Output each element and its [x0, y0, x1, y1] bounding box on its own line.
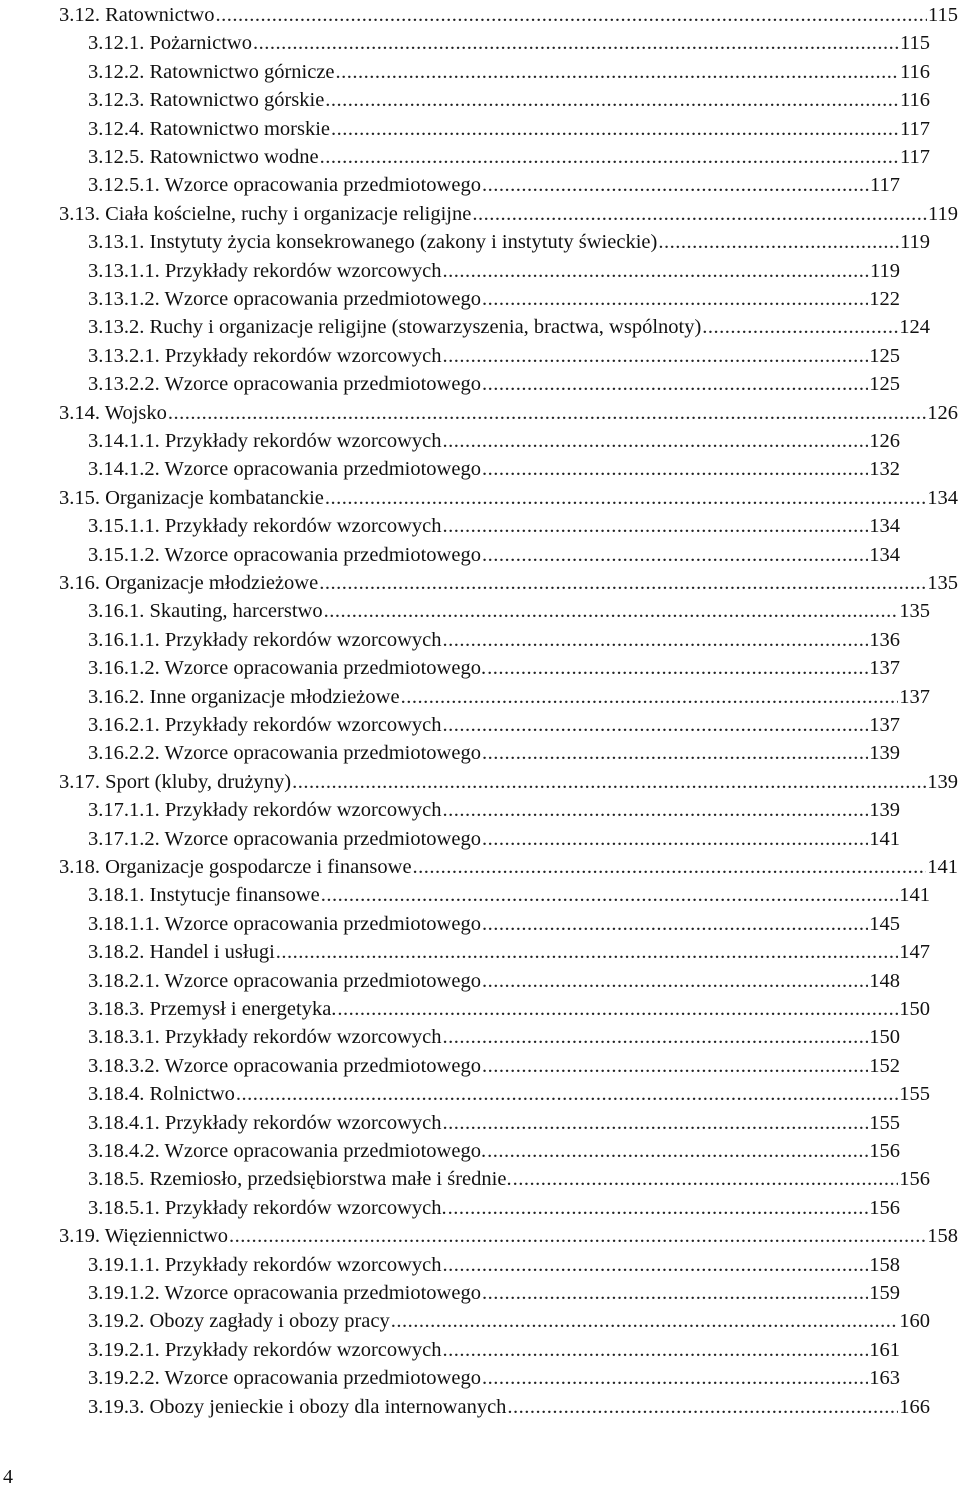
toc-entry-page: 124 — [899, 316, 930, 339]
toc-entry-label: 3.15. Organizacje kombatanckie — [59, 486, 324, 509]
toc-entry[interactable] — [59, 484, 958, 512]
toc-entry[interactable] — [88, 796, 900, 824]
toc-leader-dots — [331, 115, 899, 143]
toc-entry-page: 119 — [870, 259, 900, 282]
toc-entry[interactable] — [88, 115, 930, 143]
toc-entry[interactable] — [88, 58, 930, 86]
toc-entry[interactable] — [88, 370, 900, 398]
toc-entry-page: 156 — [899, 1168, 930, 1191]
toc-leader-dots — [168, 399, 926, 427]
toc-entry-page: 137 — [869, 657, 900, 680]
toc-leader-dots — [443, 796, 869, 824]
toc-entry-page: 148 — [869, 969, 900, 992]
toc-entry-label: 3.16.1. Skauting, harcerstwo — [88, 600, 323, 623]
toc-entry-label: 3.13.2.2. Wzorce opracowania przedmiotowego — [88, 373, 481, 396]
toc-leader-dots — [253, 29, 899, 57]
toc-entry-label: 3.17. Sport (kluby, drużyny) — [59, 770, 292, 793]
toc-leader-dots — [236, 1080, 898, 1108]
toc-entry[interactable] — [88, 313, 930, 341]
toc-entry-page: 134 — [869, 543, 900, 566]
toc-entry-page: 115 — [900, 32, 930, 55]
toc-entry-label: 3.16.1.1. Przykłady rekordów wzorcowych — [88, 628, 442, 651]
toc-entry-label: 3.18.1. Instytucje finansowe — [88, 884, 320, 907]
toc-entry-page: 141 — [927, 856, 958, 878]
toc-leader-dots — [443, 1023, 869, 1051]
toc-leader-dots — [319, 569, 926, 597]
toc-leader-dots — [507, 1393, 898, 1421]
toc-leader-dots — [482, 739, 868, 767]
toc-entry-label: 3.18.5.1. Przykłady rekordów wzorcowych. — [88, 1196, 447, 1219]
toc-entry[interactable] — [88, 1109, 900, 1137]
toc-leader-dots — [482, 910, 868, 938]
toc-entry-label: 3.16.2.2. Wzorce opracowania przedmiotowego — [88, 742, 481, 765]
toc-leader-dots — [401, 683, 899, 711]
toc-entry-label: 3.18.3.2. Wzorce opracowania przedmiotowego — [88, 1054, 481, 1077]
toc-entry-label: 3.13.2. Ruchy i organizacje religijne (stowarzyszenia, bractwa, wspólnoty) — [88, 316, 702, 339]
toc-entry-label: 3.13. Ciała kościelne, ruchy i organizacje religijne — [59, 202, 472, 225]
toc-entry[interactable] — [88, 285, 900, 313]
toc-entry-page: 136 — [869, 628, 900, 651]
toc-entry[interactable] — [88, 1137, 900, 1165]
toc-leader-dots — [482, 370, 868, 398]
toc-entry-page: 132 — [869, 458, 900, 481]
toc-entry[interactable] — [88, 427, 900, 455]
toc-leader-dots — [325, 484, 926, 512]
toc-entry[interactable] — [59, 853, 958, 881]
toc-entry[interactable] — [59, 768, 958, 796]
toc-entry[interactable] — [59, 1222, 958, 1250]
toc-entry-label: 3.17.1.2. Wzorce opracowania przedmiotowego — [88, 827, 481, 850]
toc-entry-page: 125 — [869, 373, 900, 396]
toc-entry[interactable] — [88, 1279, 900, 1307]
toc-leader-dots — [482, 967, 868, 995]
toc-leader-dots — [472, 200, 927, 228]
toc-leader-dots — [482, 455, 868, 483]
toc-leader-dots — [229, 1222, 926, 1250]
toc-leader-dots — [487, 654, 868, 682]
toc-entry-page: 160 — [899, 1310, 930, 1333]
toc-entry-page: 115 — [928, 4, 958, 26]
toc-leader-dots — [482, 285, 868, 313]
toc-leader-dots — [482, 825, 868, 853]
toc-entry[interactable] — [88, 825, 900, 853]
toc-leader-dots — [513, 1165, 899, 1193]
toc-entry-page: 117 — [900, 117, 930, 140]
toc-leader-dots — [320, 143, 899, 171]
toc-leader-dots — [658, 228, 899, 256]
toc-entry-page: 150 — [869, 1026, 900, 1049]
toc-entry[interactable] — [88, 541, 900, 569]
toc-entry-label: 3.19.1.1. Przykłady rekordów wzorcowych — [88, 1253, 442, 1276]
toc-entry[interactable] — [88, 626, 900, 654]
toc-entry-label: 3.14.1.2. Wzorce opracowania przedmiotowego — [88, 458, 481, 481]
page-number: 4 — [3, 1466, 13, 1488]
toc-entry-page: 116 — [900, 89, 930, 112]
toc-entry[interactable] — [88, 1165, 930, 1193]
toc-entry-label: 3.19.3. Obozy jenieckie i obozy dla internowanych — [88, 1395, 507, 1418]
toc-entry-label: 3.19.2.1. Przykłady rekordów wzorcowych — [88, 1338, 442, 1361]
toc-entry-page: 135 — [899, 600, 930, 623]
toc-entry[interactable] — [88, 1336, 900, 1364]
toc-leader-dots — [443, 1336, 869, 1364]
toc-entry-label: 3.18.3.1. Przykłady rekordów wzorcowych — [88, 1026, 442, 1049]
toc-entry[interactable] — [88, 1194, 900, 1222]
toc-entry-label: 3.18. Organizacje gospodarcze i finansowe — [59, 856, 412, 878]
toc-leader-dots — [482, 1052, 868, 1080]
toc-leader-dots — [391, 1307, 899, 1335]
toc-leader-dots — [482, 171, 869, 199]
toc-entry[interactable] — [88, 342, 900, 370]
toc-entry-page: 147 — [899, 941, 930, 964]
toc-entry[interactable] — [88, 910, 900, 938]
toc-entry-page: 119 — [928, 202, 958, 225]
toc-leader-dots — [448, 1194, 869, 1222]
toc-entry-label: 3.14.1.1. Przykłady rekordów wzorcowych — [88, 430, 442, 452]
toc-entry-page: 125 — [869, 344, 900, 367]
toc-entry[interactable] — [88, 1307, 930, 1335]
toc-entry-label: 3.16.2. Inne organizacje młodzieżowe — [88, 685, 400, 708]
toc-entry-label: 3.15.1.2. Wzorce opracowania przedmiotowego — [88, 543, 481, 566]
toc-entry-page: 137 — [899, 685, 930, 708]
toc-leader-dots — [702, 313, 898, 341]
toc-entry-page: 134 — [869, 515, 900, 538]
toc-entry-page: 117 — [870, 174, 900, 197]
toc-entry-label: 3.18.3. Przemysł i energetyka. — [88, 998, 337, 1020]
toc-entry-label: 3.12.3. Ratownictwo górskie — [88, 89, 325, 112]
toc-entry[interactable] — [88, 1080, 930, 1108]
toc-leader-dots — [443, 512, 869, 540]
toc-entry-page: 158 — [927, 1225, 958, 1248]
toc-entry-page: 137 — [869, 714, 900, 736]
toc-entry[interactable] — [88, 512, 900, 540]
toc-entry-page: 158 — [869, 1253, 900, 1276]
toc-entry[interactable] — [88, 257, 900, 285]
toc-leader-dots — [482, 1364, 868, 1392]
toc-entry[interactable] — [88, 995, 930, 1023]
toc-entry-label: 3.18.2.1. Wzorce opracowania przedmiotowego — [88, 969, 481, 992]
toc-entry[interactable] — [88, 683, 930, 711]
toc-entry[interactable] — [88, 967, 900, 995]
toc-entry-page: 166 — [899, 1395, 930, 1418]
toc-entry[interactable] — [59, 1, 958, 29]
toc-leader-dots — [443, 626, 869, 654]
toc-entry-label: 3.18.4.2. Wzorce opracowania przedmiotowego. — [88, 1140, 487, 1162]
toc-entry-page: 150 — [899, 998, 930, 1020]
toc-entry-page: 119 — [900, 231, 930, 254]
toc-leader-dots — [443, 257, 869, 285]
toc-entry-label: 3.19.2. Obozy zagłady i obozy pracy — [88, 1310, 390, 1333]
toc-leader-dots — [443, 1251, 869, 1279]
toc-entry-label: 3.18.4. Rolnictwo — [88, 1083, 235, 1106]
toc-leader-dots — [324, 597, 899, 625]
toc-entry-page: 159 — [869, 1282, 900, 1304]
toc-leader-dots — [337, 995, 898, 1023]
toc-entry-page: 141 — [899, 884, 930, 907]
toc-entry-label: 3.18.4.1. Przykłady rekordów wzorcowych — [88, 1111, 442, 1134]
toc-entry-label: 3.19. Więziennictwo — [59, 1225, 229, 1248]
toc-leader-dots — [321, 881, 899, 909]
toc-entry-label: 3.16.1.2. Wzorce opracowania przedmiotowego. — [88, 657, 487, 680]
toc-entry[interactable] — [59, 569, 958, 597]
toc-entry[interactable] — [88, 739, 900, 767]
toc-entry-label: 3.13.1.1. Przykłady rekordów wzorcowych — [88, 259, 442, 282]
toc-entry[interactable] — [88, 1364, 900, 1392]
toc-entry-label: 3.19.1.2. Wzorce opracowania przedmiotowego — [88, 1282, 481, 1304]
toc-entry-page: 152 — [869, 1054, 900, 1077]
toc-entry[interactable] — [59, 399, 958, 427]
toc-entry-page: 156 — [869, 1196, 900, 1219]
toc-entry-label: 3.13.1.2. Wzorce opracowania przedmiotowego — [88, 288, 481, 310]
toc-leader-dots — [443, 711, 869, 739]
toc-entry-page: 139 — [927, 770, 958, 793]
toc-entry[interactable] — [88, 881, 930, 909]
toc-entry-page: 126 — [869, 430, 900, 452]
toc-leader-dots — [325, 86, 899, 114]
toc-leader-dots — [482, 541, 868, 569]
toc-entry[interactable] — [88, 455, 900, 483]
toc-entry-page: 139 — [869, 799, 900, 822]
toc-entry-label: 3.13.1. Instytuty życia konsekrowanego (zakony i instytuty świeckie) — [88, 231, 658, 254]
toc-leader-dots — [482, 1279, 868, 1307]
toc-entry[interactable] — [88, 228, 930, 256]
toc-entry-page: 141 — [869, 827, 900, 850]
toc-entry-label: 3.12.5. Ratownictwo wodne — [88, 146, 319, 168]
toc-entry-label: 3.12. Ratownictwo — [59, 4, 215, 26]
toc-entry[interactable] — [88, 938, 930, 966]
toc-entry-label: 3.18.5. Rzemiosło, przedsiębiorstwa małe i średnie. — [88, 1168, 512, 1191]
toc-leader-dots — [336, 58, 899, 86]
toc-entry-page: 161 — [869, 1338, 900, 1361]
toc-entry-page: 155 — [899, 1083, 930, 1106]
toc-entry[interactable] — [88, 86, 930, 114]
toc-entry[interactable] — [88, 1023, 900, 1051]
toc-entry[interactable] — [88, 143, 930, 171]
toc-entry-label: 3.16.2.1. Przykłady rekordów wzorcowych — [88, 714, 442, 736]
toc-entry-page: 139 — [869, 742, 900, 765]
toc-entry[interactable] — [88, 1393, 930, 1421]
toc-leader-dots — [443, 1109, 869, 1137]
toc-entry-page: 135 — [927, 572, 958, 594]
toc-entry-label: 3.12.2. Ratownictwo górnicze — [88, 60, 335, 83]
toc-entry-label: 3.14. Wojsko — [59, 401, 167, 424]
toc-entry-page: 134 — [927, 486, 958, 509]
toc-leader-dots — [413, 853, 927, 881]
toc-entry[interactable] — [88, 654, 900, 682]
toc-entry-label: 3.13.2.1. Przykłady rekordów wzorcowych — [88, 344, 442, 367]
toc-entry[interactable] — [88, 1251, 900, 1279]
toc-entry-label: 3.15.1.1. Przykłady rekordów wzorcowych — [88, 515, 442, 538]
toc-entry[interactable] — [59, 200, 958, 228]
toc-entry-label: 3.16. Organizacje młodzieżowe — [59, 572, 319, 594]
toc-entry-page: 122 — [869, 288, 900, 310]
toc-leader-dots — [487, 1137, 868, 1165]
toc-entry[interactable] — [88, 711, 900, 739]
toc-entry[interactable] — [88, 29, 930, 57]
toc-entry[interactable] — [88, 597, 930, 625]
toc-entry[interactable] — [88, 171, 900, 199]
toc-entry-page: 156 — [869, 1140, 900, 1162]
toc-entry-label: 3.19.2.2. Wzorce opracowania przedmiotowego — [88, 1367, 481, 1390]
toc-entry-label: 3.12.5.1. Wzorce opracowania przedmiotowego — [88, 174, 481, 197]
toc-entry-page: 117 — [900, 146, 930, 168]
toc-leader-dots — [443, 427, 869, 455]
toc-entry-label: 3.17.1.1. Przykłady rekordów wzorcowych — [88, 799, 442, 822]
toc-entry-label: 3.12.1. Pożarnictwo — [88, 32, 252, 55]
toc-entry-label: 3.18.1.1. Wzorce opracowania przedmiotowego — [88, 912, 481, 935]
toc-entry-page: 163 — [869, 1367, 900, 1390]
toc-entry-page: 155 — [869, 1111, 900, 1134]
toc-leader-dots — [292, 768, 926, 796]
toc-entry-page: 145 — [869, 912, 900, 935]
toc-leader-dots — [215, 1, 927, 29]
toc-entry-label: 3.18.2. Handel i usługi — [88, 941, 275, 964]
toc-leader-dots — [276, 938, 898, 966]
toc-entry-page: 116 — [900, 60, 930, 83]
toc-leader-dots — [443, 342, 869, 370]
toc-entry[interactable] — [88, 1052, 900, 1080]
toc-entry-label: 3.12.4. Ratownictwo morskie — [88, 117, 330, 140]
toc-entry-page: 126 — [927, 401, 958, 424]
